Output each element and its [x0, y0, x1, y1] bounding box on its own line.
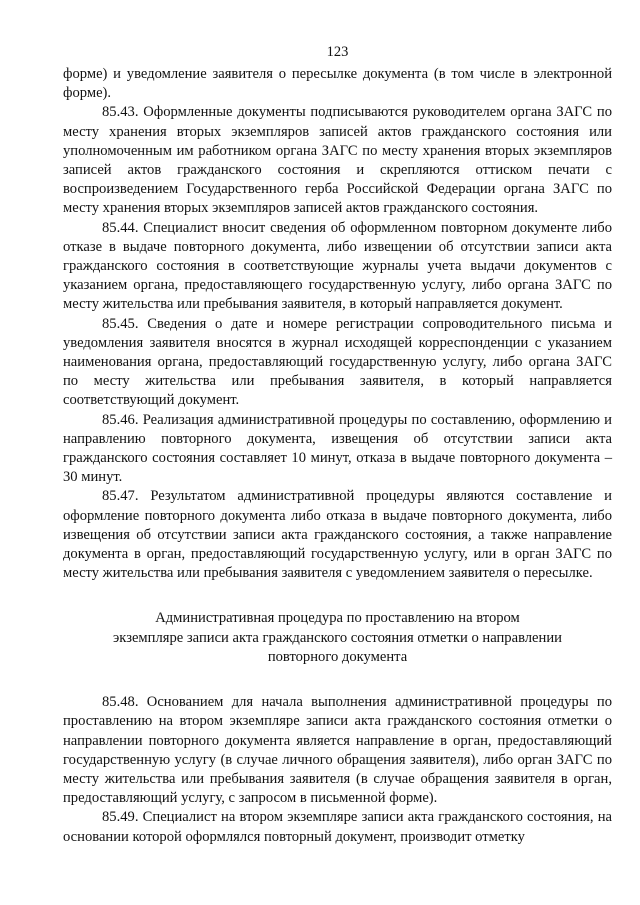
- page-number: 123: [326, 44, 349, 60]
- section-heading-line: Административная процедура по проставлению на втором: [155, 610, 520, 627]
- section-heading-line: повторного документа: [267, 648, 408, 665]
- paragraph-85-48: 85.48. Основанием для начала выполнения административной процедуры по проставлению на втором экземпляре записи акта гражданского состояния отметки о направлении повторного документа является направление в орган, предоставляющий государственную услугу (в случае личного обращения заявителя), либо орган ЗАГС по месту жительства или пребывания заявителя (в случае обращения заявителя в орган, предоставляющий услугу, с запросом в письменной форме).: [63, 694, 612, 807]
- text-block-before: [63, 65, 612, 583]
- paragraph-85-43: 85.43. Оформленные документы подписываются руководителем органа ЗАГС по месту хранения вторых экземпляров записей актов гражданского состояния или уполномоченным им работником органа ЗАГС по месту хранения вторых экземпляров записей актов гражданского состояния и скрепляются оттиском печати с воспроизведением Государственного герба Российской Федерации органа ЗАГС по месту хранения вторых экземпляров записей актов гражданского состояния.: [63, 104, 612, 217]
- section-heading: [63, 609, 612, 667]
- paragraph-85-46: 85.46. Реализация административной процедуры по составлению, оформлению и направлению повторного документа, извещения об отсутствии записи акта гражданского состояния составляет 10 минут, отказа в выдаче повторного документа – 30 минут.: [63, 411, 612, 486]
- text-block-after: [63, 693, 612, 847]
- paragraph-85-44: 85.44. Специалист вносит сведения об оформленном повторном документе либо отказе в выдаче повторного документа, либо извещении об отсутствии записи акта гражданского состояния в соответствующие журналы учета выдачи документов с указанием органа, предоставляющего государственную услугу, либо органа ЗАГС по месту жительства или пребывания заявителя, в который направляется документ.: [63, 219, 612, 313]
- paragraph-85-49: 85.49. Специалист на втором экземпляре записи акта гражданского состояния, на основании которой оформлялся повторный документ, производит отметку: [63, 809, 612, 845]
- paragraph-85-47: 85.47. Результатом административной процедуры являются составление и оформление повторного документа либо отказа в выдаче повторного документа, либо извещения об отсутствии записи акта гражданского состояния, а также направление документа в орган, предоставляющий государственную услугу, или в орган ЗАГС по месту жительства или пребывания заявителя с уведомлением заявителя о пересылке.: [63, 488, 612, 582]
- section-heading-line: экземпляре записи акта гражданского состояния отметки о направлении: [113, 629, 562, 646]
- paragraph-continuation: форме) и уведомление заявителя о пересылке документа (в том числе в электронной форме).: [63, 66, 612, 102]
- paragraph-85-45: 85.45. Сведения о дате и номере регистрации сопроводительного письма и уведомления заявителя вносятся в журнал исходящей корреспонденции с указанием наименования органа, предоставляющий государственную услугу, либо органа ЗАГС по месту жительства или пребывания заявителя, в который направляется соответствующий документ.: [63, 315, 612, 409]
